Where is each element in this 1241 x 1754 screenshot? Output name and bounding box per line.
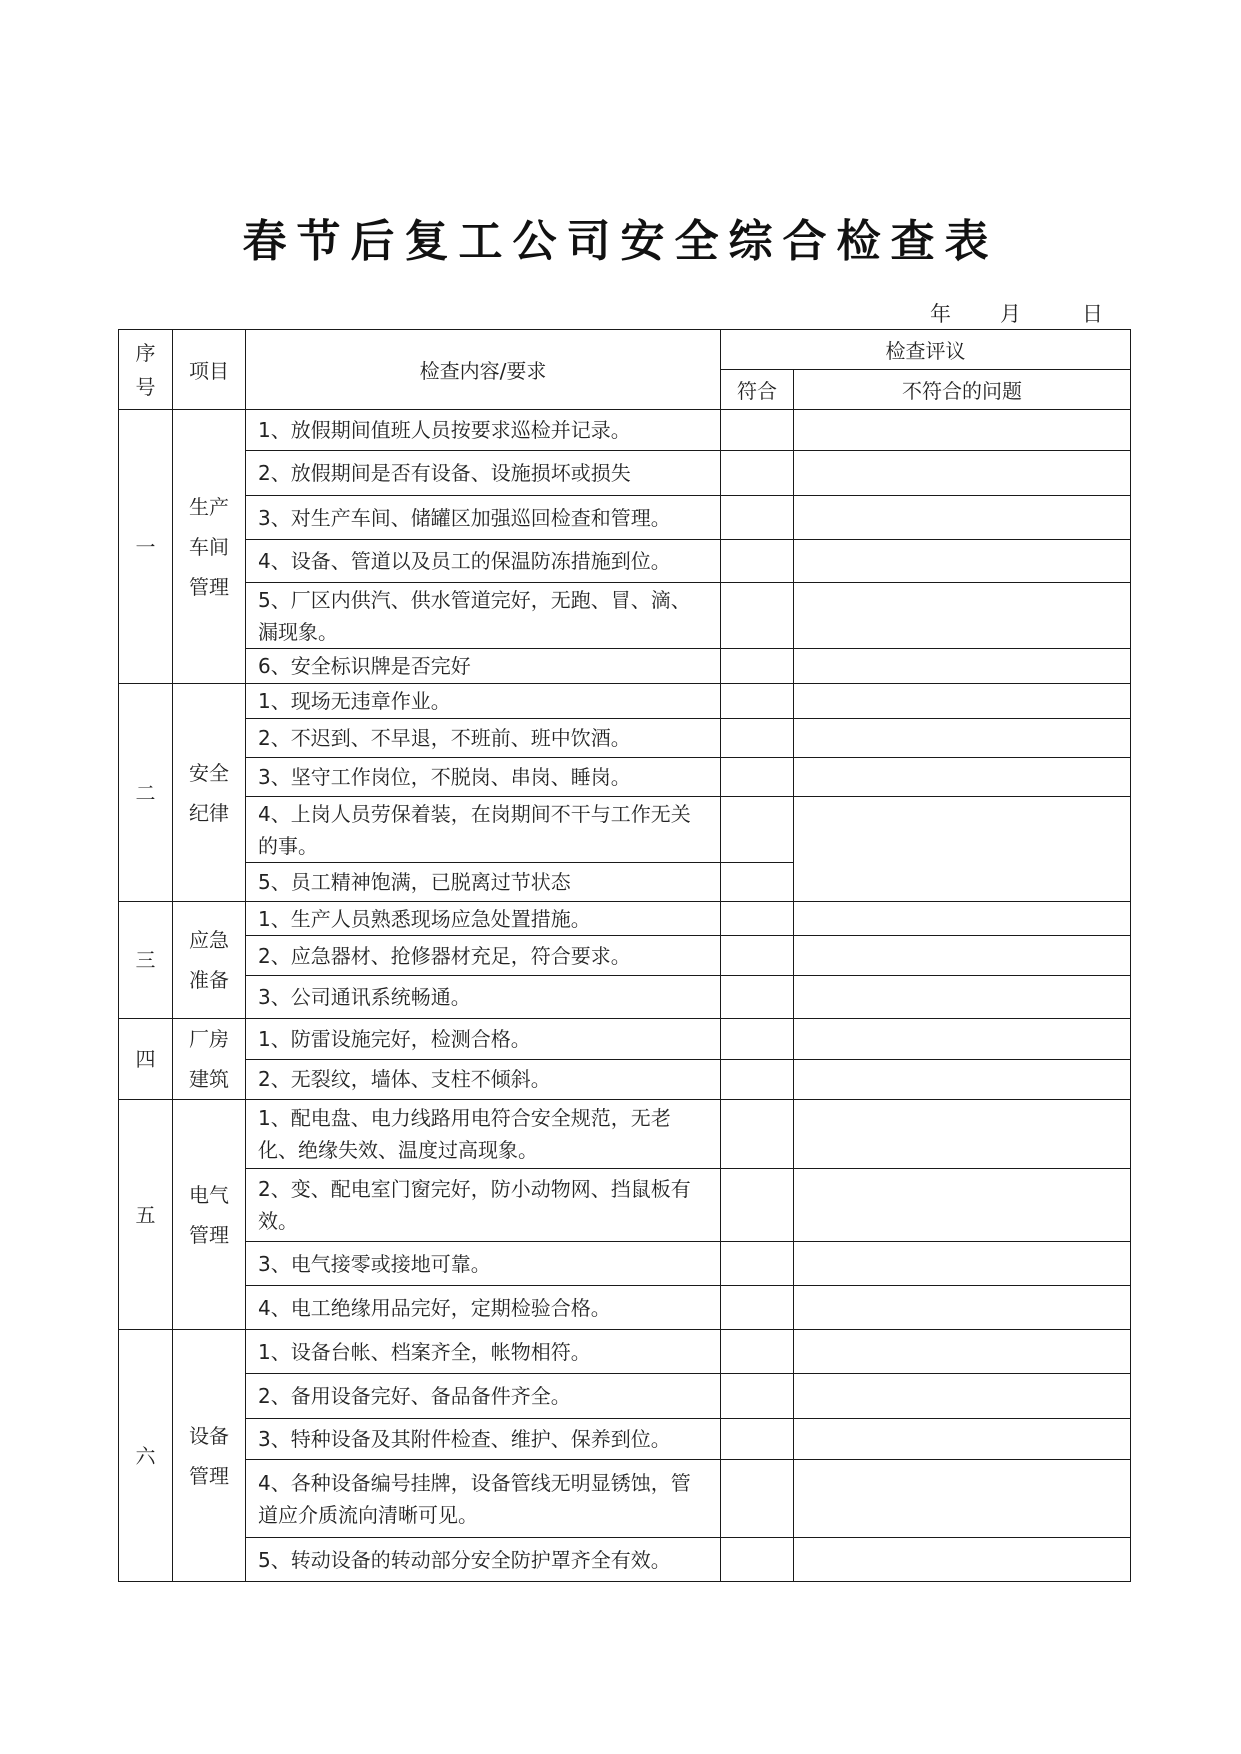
header-num-line1: 序	[135, 340, 156, 365]
table-row	[119, 1460, 1131, 1538]
section-item-line: 管理	[189, 1222, 229, 1247]
nonconform-cell[interactable]	[794, 451, 1131, 496]
check-content: 6、安全标识牌是否完好	[246, 649, 721, 684]
conform-cell[interactable]	[721, 1019, 794, 1060]
table-row	[119, 496, 1131, 540]
check-content: 3、坚守工作岗位，不脱岗、串岗、睡岗。	[246, 758, 721, 797]
section-item-line: 管理	[189, 574, 229, 599]
inspection-table	[118, 329, 1131, 1582]
table-row	[119, 1374, 1131, 1419]
conform-cell[interactable]	[721, 1286, 794, 1330]
conform-cell[interactable]	[721, 902, 794, 936]
check-content: 1、设备台帐、档案齐全，帐物相符。	[246, 1330, 721, 1374]
check-content: 1、生产人员熟悉现场应急处置措施。	[246, 902, 721, 936]
nonconform-cell[interactable]	[794, 684, 1131, 719]
section-item-line: 厂房	[189, 1027, 229, 1051]
check-content: 4、电工绝缘用品完好，定期检验合格。	[246, 1286, 721, 1330]
nonconform-cell[interactable]	[794, 1538, 1131, 1582]
check-content: 4、上岗人员劳保着装，在岗期间不干与工作无关的事。	[246, 797, 721, 863]
nonconform-cell[interactable]	[794, 1059, 1131, 1100]
conform-cell[interactable]	[721, 863, 794, 902]
nonconform-cell[interactable]	[794, 936, 1131, 976]
conform-cell[interactable]	[721, 719, 794, 758]
conform-cell[interactable]	[721, 540, 794, 583]
conform-cell[interactable]	[721, 936, 794, 976]
header-row	[119, 330, 1131, 370]
check-content: 1、放假期间值班人员按要求巡检并记录。	[246, 410, 721, 451]
table-row	[119, 902, 1131, 936]
nonconform-cell[interactable]	[794, 410, 1131, 451]
check-content: 1、防雷设施完好，检测合格。	[246, 1019, 721, 1060]
date-month-label: 月	[1000, 302, 1021, 326]
section-item-line: 电气	[189, 1182, 229, 1207]
table-row	[119, 1100, 1131, 1169]
nonconform-cell[interactable]	[794, 902, 1131, 936]
section-item-line: 生产	[189, 494, 229, 519]
conform-cell[interactable]	[721, 649, 794, 684]
check-content: 5、厂区内供汽、供水管道完好，无跑、冒、滴、漏现象。	[246, 583, 721, 649]
page-title: 春节后复工公司安全综合检查表	[242, 216, 999, 267]
section-item-line: 应急	[189, 928, 229, 952]
section-number	[119, 410, 173, 684]
table-row	[119, 1169, 1131, 1242]
conform-cell[interactable]	[721, 797, 794, 863]
header-num-line2: 号	[135, 374, 156, 399]
section-item	[173, 902, 246, 1019]
header-content: 检查内容/要求	[246, 330, 721, 410]
section-number	[119, 1019, 173, 1100]
table-row	[119, 649, 1131, 684]
check-content: 2、放假期间是否有设备、设施损坏或损失	[246, 451, 721, 496]
date-line	[900, 298, 1110, 328]
section-item-line: 建筑	[189, 1067, 229, 1091]
nonconform-cell[interactable]	[794, 976, 1131, 1019]
section-item-line: 纪律	[189, 800, 229, 825]
conform-cell[interactable]	[721, 1242, 794, 1286]
table-row	[119, 976, 1131, 1019]
nonconform-cell[interactable]	[794, 1330, 1131, 1374]
check-content: 2、无裂纹，墙体、支柱不倾斜。	[246, 1059, 721, 1100]
header-conform: 符合	[721, 370, 794, 410]
table-row	[119, 758, 1131, 797]
table-row	[119, 1286, 1131, 1330]
header-item: 项目	[173, 330, 246, 410]
check-content: 4、设备、管道以及员工的保温防冻措施到位。	[246, 540, 721, 583]
conform-cell[interactable]	[721, 1100, 794, 1169]
conform-cell[interactable]	[721, 1419, 794, 1460]
section-item	[173, 1019, 246, 1100]
section-number	[119, 1100, 173, 1330]
table-row	[119, 410, 1131, 451]
nonconform-cell[interactable]	[794, 496, 1131, 540]
section-number	[119, 902, 173, 1019]
section-item	[173, 684, 246, 902]
check-content: 1、现场无违章作业。	[246, 684, 721, 719]
nonconform-cell[interactable]	[794, 1460, 1131, 1538]
nonconform-cell[interactable]	[794, 1169, 1131, 1242]
table-row	[119, 1059, 1131, 1100]
check-content: 1、配电盘、电力线路用电符合安全规范，无老化、绝缘失效、温度过高现象。	[246, 1100, 721, 1169]
table-row	[119, 1419, 1131, 1460]
table-row	[119, 684, 1131, 719]
table-row	[119, 797, 1131, 863]
check-content: 2、变、配电室门窗完好，防小动物网、挡鼠板有效。	[246, 1169, 721, 1242]
section-item-line: 设备	[189, 1423, 229, 1448]
header-num-cell	[119, 330, 173, 410]
check-content: 5、转动设备的转动部分安全防护罩齐全有效。	[246, 1538, 721, 1582]
date-year-label: 年	[930, 302, 951, 326]
conform-cell[interactable]	[721, 496, 794, 540]
table-row	[119, 1019, 1131, 1060]
conform-cell[interactable]	[721, 1374, 794, 1419]
section-item-line: 车间	[189, 534, 229, 559]
section-number-text: 五	[135, 1202, 156, 1227]
nonconform-cell[interactable]	[794, 797, 1131, 902]
check-content: 2、不迟到、不早退，不班前、班中饮酒。	[246, 719, 721, 758]
table-row	[119, 936, 1131, 976]
conform-cell[interactable]	[721, 758, 794, 797]
conform-cell[interactable]	[721, 583, 794, 649]
check-content: 3、特种设备及其附件检查、维护、保养到位。	[246, 1419, 721, 1460]
nonconform-cell[interactable]	[794, 540, 1131, 583]
section-number	[119, 684, 173, 902]
conform-cell[interactable]	[721, 1059, 794, 1100]
section-number	[119, 1330, 173, 1582]
conform-cell[interactable]	[721, 1460, 794, 1538]
section-item-line: 管理	[189, 1463, 229, 1488]
conform-cell[interactable]	[721, 410, 794, 451]
nonconform-cell[interactable]	[794, 1419, 1131, 1460]
check-content: 3、对生产车间、储罐区加强巡回检查和管理。	[246, 496, 721, 540]
section-item	[173, 1100, 246, 1330]
nonconform-cell[interactable]	[794, 1100, 1131, 1169]
nonconform-cell[interactable]	[794, 1242, 1131, 1286]
check-content: 2、备用设备完好、备品备件齐全。	[246, 1374, 721, 1419]
section-number-text: 二	[135, 780, 156, 805]
section-item	[173, 1330, 246, 1582]
conform-cell[interactable]	[721, 1169, 794, 1242]
conform-cell[interactable]	[721, 684, 794, 719]
section-number-text: 一	[135, 534, 156, 559]
section-item-line: 安全	[189, 760, 229, 785]
conform-cell[interactable]	[721, 451, 794, 496]
conform-cell[interactable]	[721, 976, 794, 1019]
date-day-label: 日	[1082, 302, 1103, 326]
table-row	[119, 540, 1131, 583]
table-row	[119, 583, 1131, 649]
header-review: 检查评议	[721, 330, 1131, 370]
table-row	[119, 1330, 1131, 1374]
nonconform-cell[interactable]	[794, 758, 1131, 797]
header-nonconform: 不符合的问题	[794, 370, 1131, 410]
table-row	[119, 1538, 1131, 1582]
nonconform-cell[interactable]	[794, 719, 1131, 758]
section-number-text: 六	[135, 1443, 156, 1468]
check-content: 3、公司通讯系统畅通。	[246, 976, 721, 1019]
nonconform-cell[interactable]	[794, 1286, 1131, 1330]
nonconform-cell[interactable]	[794, 583, 1131, 649]
conform-cell[interactable]	[721, 1330, 794, 1374]
check-content: 3、电气接零或接地可靠。	[246, 1242, 721, 1286]
section-item-line: 准备	[189, 968, 229, 992]
conform-cell[interactable]	[721, 1538, 794, 1582]
table-row	[119, 1242, 1131, 1286]
table-row	[119, 451, 1131, 496]
section-number-text: 三	[135, 948, 156, 972]
nonconform-cell[interactable]	[794, 1374, 1131, 1419]
nonconform-cell[interactable]	[794, 649, 1131, 684]
check-content: 4、各种设备编号挂牌，设备管线无明显锈蚀，管道应介质流向清晰可见。	[246, 1460, 721, 1538]
section-number-text: 四	[135, 1047, 156, 1071]
check-content: 5、员工精神饱满，已脱离过节状态	[246, 863, 721, 902]
nonconform-cell[interactable]	[794, 1019, 1131, 1060]
table-row	[119, 719, 1131, 758]
check-content: 2、应急器材、抢修器材充足，符合要求。	[246, 936, 721, 976]
section-item	[173, 410, 246, 684]
